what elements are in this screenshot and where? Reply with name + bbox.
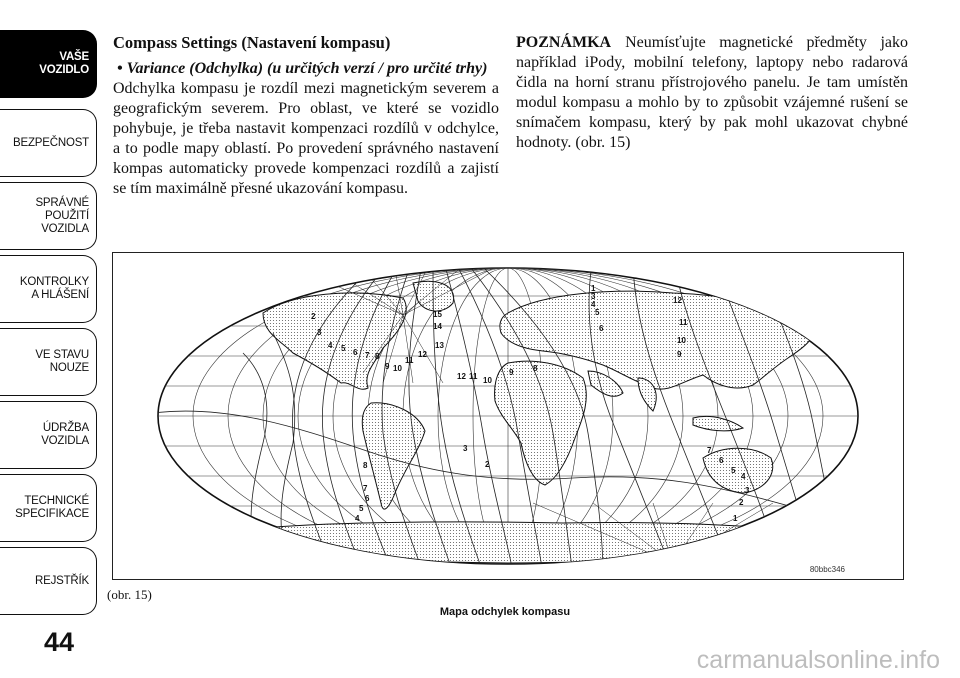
figure-caption: Mapa odchylek kompasu: [439, 606, 571, 618]
zone-label: 3: [745, 486, 750, 495]
zone-label: 5: [341, 344, 346, 353]
variance-paragraph: Odchylka kompasu je rozdíl mezi magnetickým severem a geografickým severem. Pro oblast, ve které se vozidlo pohybuje, je třeba nastavit kompenzaci rozdílů v odchylce, a to podle mapy oblastí. Po provedení správného nastavení kompas automaticky provede kompenzaci rozdílů a zajistí se tím maximálně přesné ukazování kompasu.: [113, 80, 499, 197]
zone-label: 12: [457, 372, 466, 381]
zone-label: 13: [435, 341, 444, 350]
note-text: Neumísťujte magnetické předměty jako například iPody, mobilní telefony, laptopy nebo radarová čidla na horní stranu přístrojového panelu. Je tam umístěn modul kompasu a mohlo by to způsobit vzájemné rušení se snímačem kompasu, který by pak mohl ukazovat chybné hodnoty. (obr. 15): [516, 34, 908, 151]
zone-label: 10: [677, 336, 686, 345]
note-paragraph: [516, 33, 908, 153]
figure-code: 80bbc346: [809, 565, 845, 574]
zone-label: 12: [418, 350, 427, 359]
zone-label: 6: [719, 456, 724, 465]
tab-kontrolky-a-hlaseni[interactable]: KONTROLKY A HLÁŠENÍ: [0, 255, 97, 323]
zone-label: 10: [393, 364, 402, 373]
figure-number: (obr. 15): [107, 587, 152, 602]
watermark-text: carmanualsonline.info: [696, 646, 940, 674]
zone-label: 5: [595, 308, 600, 317]
zone-label: 3: [317, 328, 322, 337]
page-number: 44: [44, 627, 75, 657]
zone-label: 9: [677, 350, 682, 359]
variance-bullet: • Variance (Odchylka) (u určitých verzí / pro určité trhy): [117, 60, 488, 77]
zone-label: 1: [591, 284, 596, 293]
zone-label: 4: [355, 514, 360, 523]
zone-label: 10: [483, 376, 492, 385]
zone-label: 5: [359, 504, 364, 513]
tab-udrzba-vozidla[interactable]: ÚDRŽBA VOZIDLA: [0, 401, 97, 469]
tab-spravne-pouziti-vozidla[interactable]: SPRÁVNÉ POUŽITÍ VOZIDLA: [0, 182, 97, 250]
tab-rejstrik[interactable]: REJSTŘÍK: [0, 547, 97, 615]
compass-settings-section: [113, 33, 499, 199]
zone-label: 7: [363, 484, 368, 493]
zone-label: 5: [731, 466, 736, 475]
note-label: POZNÁMKA: [516, 34, 612, 51]
zone-label: 2: [485, 460, 490, 469]
tab-technicke-specifikace[interactable]: TECHNICKÉ SPECIFIKACE: [0, 474, 97, 542]
zone-label: 8: [375, 352, 380, 361]
zone-label: 3: [463, 444, 468, 453]
zone-label: 4: [741, 472, 746, 481]
tab-vase-vozidlo[interactable]: VAŠE VOZIDLO: [0, 30, 97, 98]
zone-label: 15: [433, 310, 442, 319]
zone-label: 11: [469, 372, 478, 381]
zone-label: 1: [733, 514, 738, 523]
tab-ve-stavu-nouze[interactable]: VE STAVU NOUZE: [0, 328, 97, 396]
variance-bullet-text: Variance (Odchylka) (u určitých verzí / pro určité trhy): [126, 60, 488, 77]
zone-label: 4: [328, 341, 333, 350]
zone-label: 9: [509, 368, 514, 377]
compass-variance-map-figure: [112, 252, 904, 580]
zone-label: 12: [673, 296, 682, 305]
zone-label: 2: [311, 312, 316, 321]
zone-label: 7: [365, 351, 370, 360]
zone-label: 11: [679, 318, 688, 327]
zone-label: 11: [405, 356, 414, 365]
zone-label: 2: [739, 498, 744, 507]
zone-label: 8: [363, 461, 368, 470]
world-variance-map: [113, 253, 903, 579]
zone-label: 6: [353, 348, 358, 357]
note-section: [516, 33, 908, 153]
zone-label: 4: [591, 300, 596, 309]
zone-label: 14: [433, 322, 442, 331]
zone-label: 8: [533, 364, 538, 373]
zone-label: 7: [707, 446, 712, 455]
zone-label: 6: [599, 324, 604, 333]
zone-label: 6: [365, 494, 370, 503]
zone-label: 3: [591, 292, 596, 301]
section-heading: Compass Settings (Nastavení kompasu): [113, 33, 391, 52]
tab-bezpecnost[interactable]: BEZPEČNOST: [0, 109, 97, 177]
zone-label: 9: [385, 362, 390, 371]
